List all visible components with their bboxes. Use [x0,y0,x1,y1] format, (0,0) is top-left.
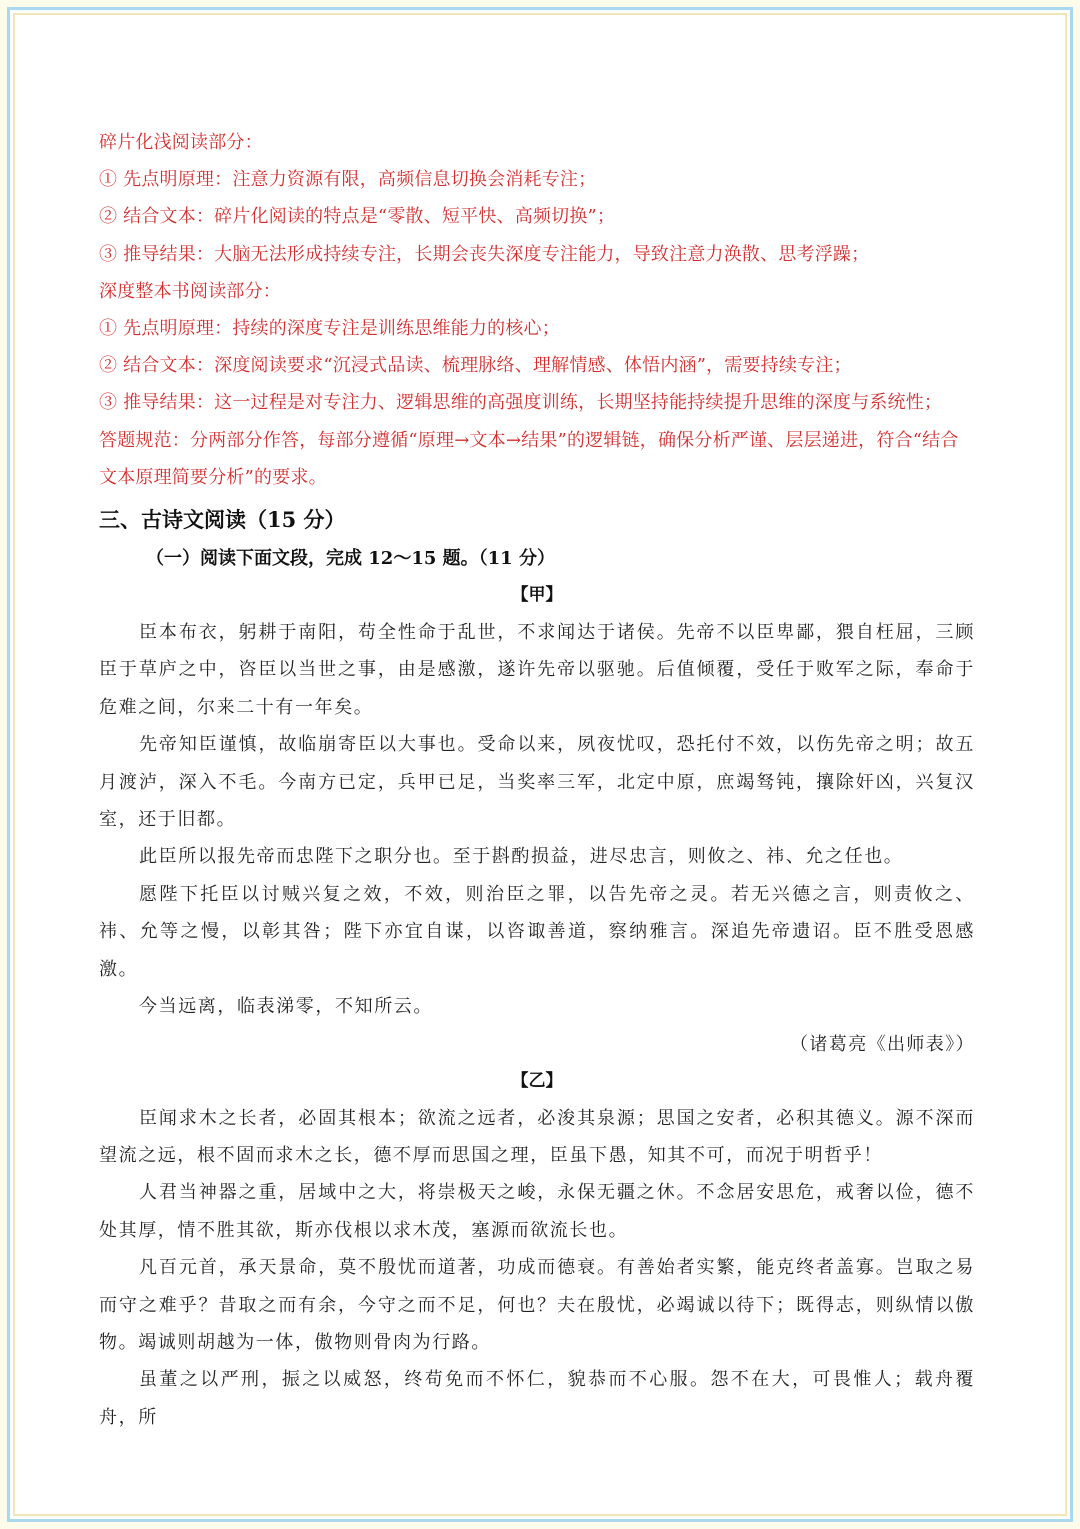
deep-point-2: ② 结合文本：深度阅读要求“沉浸式品读、梳理脉络、理解情感、体悟内涵”，需要持续专注； [99,355,852,377]
section-subtitle: （一）阅读下面文段，完成 12～15 题。（11 分） [146,548,555,570]
passage-jia-p1: 臣本布衣，躬耕于南阳，苟全性命于乱世，不求闻达于诸侯。先帝不以臣卑鄙，猥自枉屈，三顾臣于草庐之中，咨臣以当世之事，由是感激，遂许先帝以驱驰。后值倾覆，受任于败军之际，奉命于危难之间，尔来二十有一年矣。 [99,622,975,718]
passage-yi-label: 【乙】 [511,1070,563,1091]
passage-yi-p4: 虽董之以严刑，振之以威怒，终苟免而不怀仁，貌恭而不心服。怨不在大，可畏惟人；载舟覆舟，所 [99,1369,975,1428]
deep-point-1: ① 先点明原理：持续的深度专注是训练思维能力的核心； [99,318,560,340]
passage-jia-source: （诸葛亮《出师表》） [790,1033,975,1055]
frag-point-2: ② 结合文本：碎片化阅读的特点是“零散、短平快、高频切换”； [99,206,616,228]
passage-jia-p5: 今当远离，临表涕零，不知所云。 [139,996,433,1018]
frag-point-3: ③ 推导结果：大脑无法形成持续专注，长期会丧失深度专注能力，导致注意力涣散、思考浮躁； [99,243,870,265]
frag-heading: 碎片化浅阅读部分： [99,132,263,153]
deep-heading: 深度整本书阅读部分： [99,280,281,302]
passage-yi-p2: 人君当神器之重，居域中之大，将崇极天之峻，永保无疆之休。不念居安思危，戒奢以俭，德不处其厚，情不胜其欲，斯亦伐根以求木茂，塞源而欲流长也。 [99,1182,975,1241]
answer-norm: 答题规范：分两部分作答，每部分遵循“原理→文本→结果”的逻辑链，确保分析严谨、层层递进，符合“结合文本原理简要分析”的要求。 [99,429,959,488]
passage-jia-p4: 愿陛下托臣以讨贼兴复之效，不效，则治臣之罪，以告先帝之灵。若无兴德之言，则责攸之、祎、允等之慢，以彰其咎；陛下亦宜自谋，以咨诹善道，察纳雅言。深追先帝遗诏。臣不胜受恩感激。 [99,883,975,980]
frag-point-1: ① 先点明原理：注意力资源有限，高频信息切换会消耗专注； [99,169,597,191]
deep-point-3: ③ 推导结果：这一过程是对专注力、逻辑思维的高强度训练，长期坚持能持续提升思维的深度与系统性； [99,392,943,414]
passage-jia-p2: 先帝知臣谨慎，故临崩寄臣以大事也。受命以来，夙夜忧叹，恐托付不效，以伤先帝之明；故五月渡泸，深入不毛。今南方已定，兵甲已足，当奖率三军，北定中原，庶竭驽钝，攘除奸凶，兴复汉室，还于旧都。 [99,734,975,831]
document-body [99,124,975,1436]
section-title: 三、古诗文阅读（15 分） [99,507,346,533]
passage-yi-p3: 凡百元首，承天景命，莫不殷忧而道著，功成而德衰。有善始者实繁，能克终者盖寡。岂取之易而守之难乎？昔取之而有余，今守之而不足，何也？夫在殷忧，必竭诚以待下；既得志，则纵情以傲物。竭诚则胡越为一体，傲物则骨肉为行路。 [99,1257,975,1353]
passage-yi-p1: 臣闻求木之长者，必固其根本；欲流之远者，必浚其泉源；思国之安者，必积其德义。源不深而望流之远，根不固而求木之长，德不厚而思国之理，臣虽下愚，知其不可，而况于明哲乎！ [99,1107,975,1166]
passage-jia-p3: 此臣所以报先帝而忠陛下之职分也。至于斟酌损益，进尽忠言，则攸之、祎、允之任也。 [139,846,904,868]
passage-jia-label: 【甲】 [511,585,563,606]
